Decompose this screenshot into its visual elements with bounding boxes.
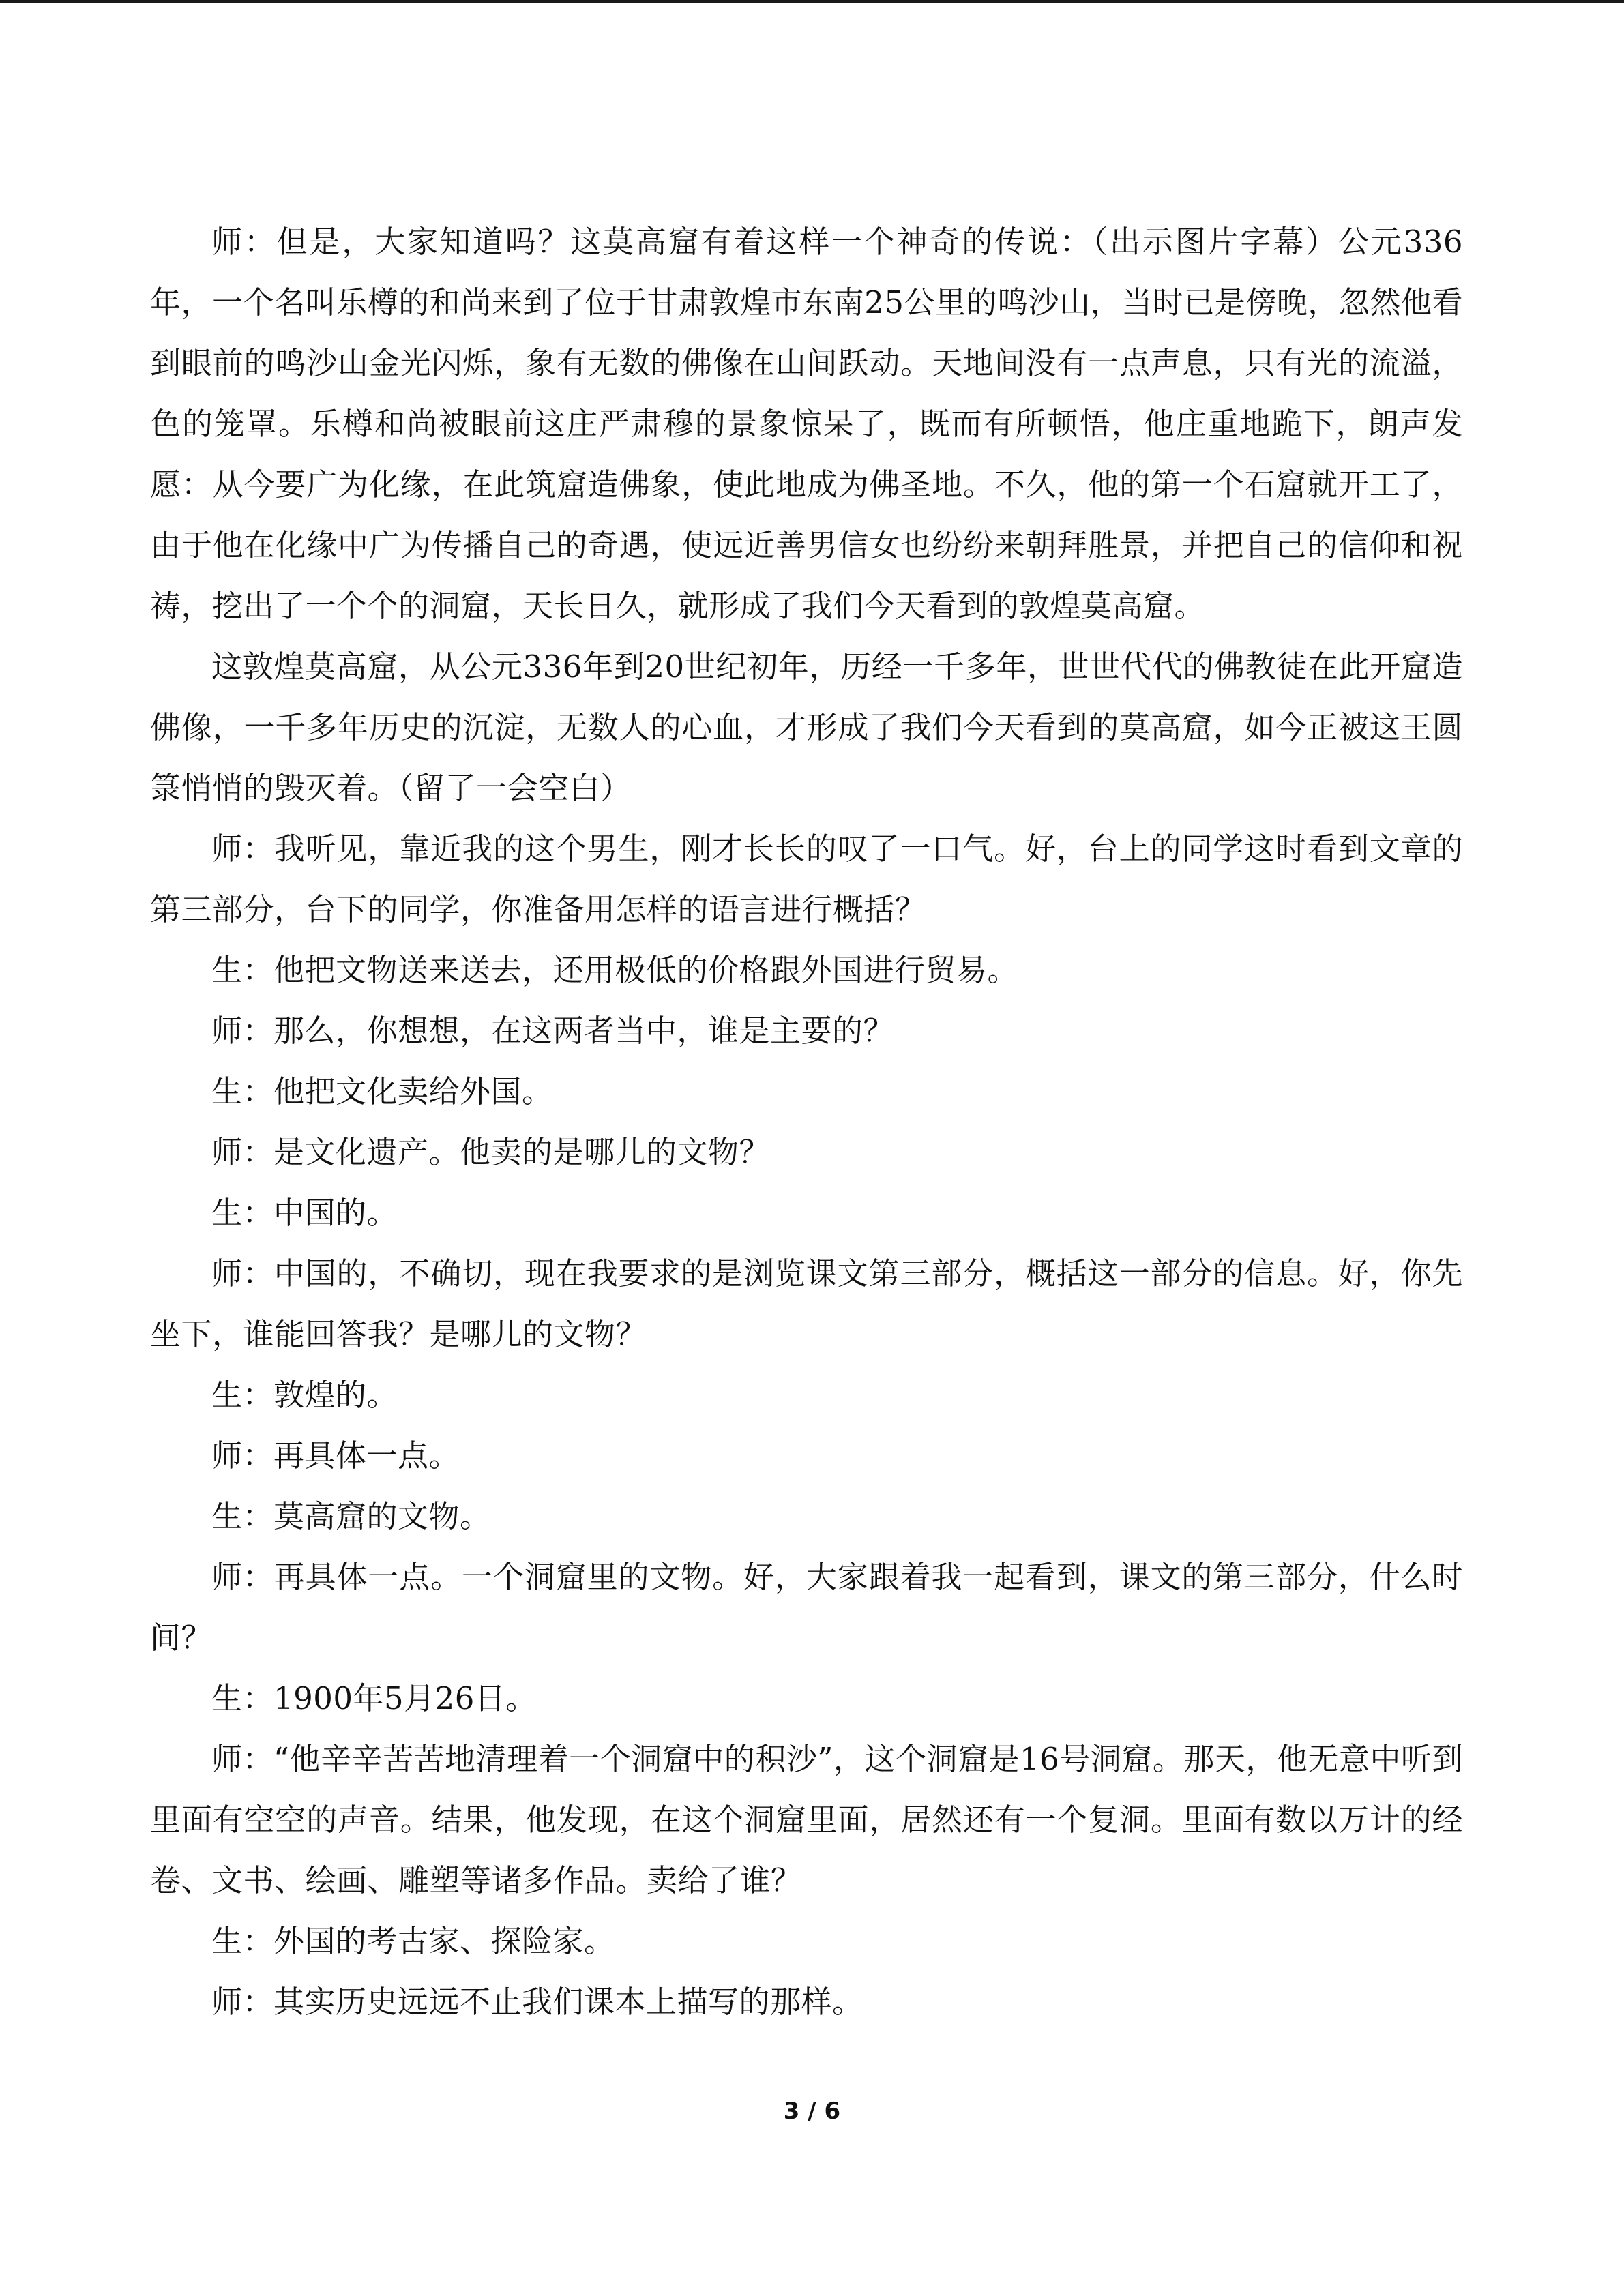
dialogue-line: 生：1900年5月26日。 [211, 1680, 537, 1716]
page-number: 3 / 6 [783, 2098, 841, 2125]
dialogue-line: 师：再具体一点。 [211, 1437, 460, 1474]
document-body [150, 211, 1463, 2032]
dialogue-line: 生：外国的考古家、探险家。 [211, 1923, 615, 1959]
dialogue-line: 师：是文化遗产。他卖的是哪儿的文物？ [211, 1134, 771, 1170]
dialogue-line: 生：他把文物送来送去，还用极低的价格跟外国进行贸易。 [211, 952, 1019, 988]
dialogue-line: 生：敦煌的。 [211, 1377, 398, 1413]
top-border-line [0, 0, 1624, 3]
dialogue-line: 师：再具体一点。一个洞窟里的文物。好，大家跟着我一起看到，课文的第三部分，什么时间？ [150, 1559, 1463, 1656]
dialogue-line: 师：那么，你想想，在这两者当中，谁是主要的？ [211, 1013, 895, 1049]
paragraph-history: 这敦煌莫高窟，从公元336年到20世纪初年，历经一千多年，世世代代的佛教徒在此开窟造佛像，一千多年历史的沉淀，无数人的心血，才形成了我们今天看到的莫高窟，如今正被这王圆箓悄悄的毁灭着。（留了一会空白） [150, 648, 1463, 806]
dialogue-line: 师：其实历史远远不止我们课本上描写的那样。 [211, 1984, 863, 2020]
dialogue-line: 生：他把文化卖给外国。 [211, 1073, 553, 1109]
dialogue-line: 生：莫高窟的文物。 [211, 1498, 491, 1534]
dialogue-line: 生：中国的。 [211, 1195, 398, 1231]
dialogue-line: 师：“他辛辛苦苦地清理着一个洞窟中的积沙”，这个洞窟是16号洞窟。那天，他无意中听到里面有空空的声音。结果，他发现，在这个洞窟里面，居然还有一个复洞。里面有数以万计的经卷、文书、绘画、雕塑等诸多作品。卖给了谁？ [150, 1741, 1463, 1898]
paragraph-legend: 师：但是，大家知道吗？这莫高窟有着这样一个神奇的传说：（出示图片字幕）公元336年，一个名叫乐樽的和尚来到了位于甘肃敦煌市东南25公里的鸣沙山，当时已是傍晚，忽然他看到眼前的鸣沙山金光闪烁，象有无数的佛像在山间跃动。天地间没有一点声息，只有光的流溢，色的笼罩。乐樽和尚被眼前这庄严肃穆的景象惊呆了，既而有所顿悟，他庄重地跪下，朗声发愿：从今要广为化缘，在此筑窟造佛象，使此地成为佛圣地。不久，他的第一个石窟就开工了，由于他在化缘中广为传播自己的奇遇，使远近善男信女也纷纷来朝拜胜景，并把自己的信仰和祝祷，挖出了一个个的洞窟，天长日久，就形成了我们今天看到的敦煌莫高窟。 [150, 224, 1463, 624]
dialogue-line: 师：我听见，靠近我的这个男生，刚才长长的叹了一口气。好，台上的同学这时看到文章的第三部分，台下的同学，你准备用怎样的语言进行概括？ [150, 831, 1463, 927]
dialogue-line: 师：中国的，不确切，现在我要求的是浏览课文第三部分，概括这一部分的信息。好，你先坐下，谁能回答我？是哪儿的文物？ [150, 1255, 1463, 1352]
